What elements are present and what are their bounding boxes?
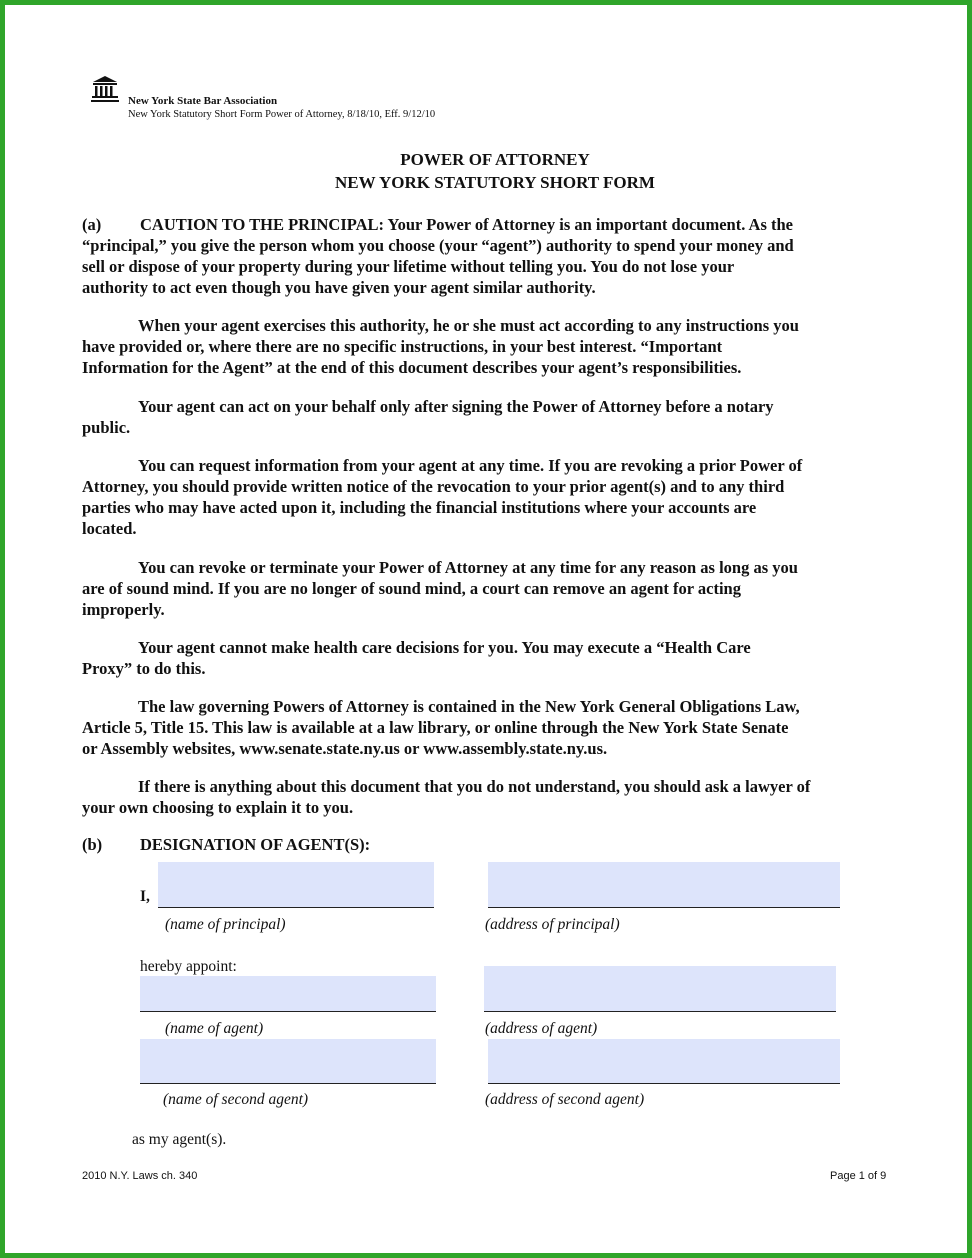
name-of-second-agent-field[interactable] xyxy=(140,1039,436,1084)
p5-line-1: You can revoke or terminate your Power of Attorney at any time for any reason as long as you xyxy=(138,558,798,577)
revoking-paragraph xyxy=(82,455,918,539)
p7-line-1: The law governing Powers of Attorney is contained in the New York General Obligations Law, xyxy=(138,697,800,716)
p2-line-1: When your agent exercises this authority, he or she must act according to any instructions you xyxy=(138,316,799,335)
p5-line-2: are of sound mind. If you are no longer of sound mind, a court can remove an agent for acting xyxy=(82,579,741,598)
caution-line-3: sell or dispose of your property during your lifetime without telling you. You do not lose your xyxy=(82,257,735,276)
p7-line-2: Article 5, Title 15. This law is available at a law library, or online through the New York State Senate xyxy=(82,718,789,737)
p4-line-1: You can request information from your agent at any time. If you are revoking a prior Power of xyxy=(138,456,803,475)
caution-line-4: authority to act even though you have given your agent similar authority. xyxy=(82,278,596,297)
i-label: I, xyxy=(140,888,150,905)
lawyer-paragraph xyxy=(82,776,918,818)
p3-line-1: Your agent can act on your behalf only after signing the Power of Attorney before a notary xyxy=(138,397,774,416)
header-organization: New York State Bar Association xyxy=(128,95,278,107)
address-of-principal-field[interactable] xyxy=(488,862,840,908)
p6-line-1: Your agent cannot make health care decisions for you. You may execute a “Health Care xyxy=(138,638,751,657)
section-b-label: (b) xyxy=(82,835,103,854)
p4-line-3: parties who may have acted upon it, including the financial institutions where your accounts are xyxy=(82,498,757,517)
p7-line-3: or Assembly websites, www.senate.state.ny.us or www.assembly.state.ny.us. xyxy=(82,739,608,758)
nysba-logo-icon xyxy=(90,74,120,104)
name-of-agent-field[interactable] xyxy=(140,976,436,1012)
p6-line-2: Proxy” to do this. xyxy=(82,659,206,678)
hereby-appoint-label: hereby appoint: xyxy=(140,958,237,975)
header-form-name: New York Statutory Short Form Power of Attorney, 8/18/10, Eff. 9/12/10 xyxy=(128,109,436,120)
address-of-second-agent-field[interactable] xyxy=(488,1039,840,1084)
terminate-paragraph xyxy=(82,557,918,620)
name-of-second-agent-caption: (name of second agent) xyxy=(163,1091,309,1108)
designation-heading xyxy=(82,834,918,855)
caution-line-2: “principal,” you give the person whom you choose (your “agent”) authority to spend your money and xyxy=(82,236,794,255)
as-my-agents-text: as my agent(s). xyxy=(132,1131,227,1148)
address-of-principal-caption: (address of principal) xyxy=(485,916,620,933)
p4-line-4: located. xyxy=(82,519,137,538)
p2-line-2: have provided or, where there are no specific instructions, in your best interest. “Important xyxy=(82,337,723,356)
name-of-principal-field[interactable] xyxy=(158,862,434,908)
p8-line-1: If there is anything about this document that you do not understand, you should ask a lawyer of xyxy=(138,777,811,796)
name-of-agent-caption: (name of agent) xyxy=(165,1020,264,1037)
document-title: POWER OF ATTORNEY xyxy=(400,150,590,169)
p3-line-2: public. xyxy=(82,418,131,437)
p8-line-2: your own choosing to explain it to you. xyxy=(82,798,354,817)
address-of-second-agent-caption: (address of second agent) xyxy=(485,1091,645,1108)
law-paragraph xyxy=(82,696,918,759)
address-of-agent-field[interactable] xyxy=(484,966,836,1012)
health-care-paragraph xyxy=(82,637,918,679)
agent-exercise-paragraph xyxy=(82,315,918,378)
section-a-label: (a) xyxy=(82,215,102,234)
footer-law-citation: 2010 N.Y. Laws ch. 340 xyxy=(82,1170,198,1182)
p4-line-2: Attorney, you should provide written notice of the revocation to your prior agent(s) and to any third xyxy=(82,477,785,496)
address-of-agent-caption: (address of agent) xyxy=(485,1020,598,1037)
notary-paragraph xyxy=(82,396,918,438)
footer-page-number: Page 1 of 9 xyxy=(830,1170,887,1182)
name-of-principal-caption: (name of principal) xyxy=(165,916,286,933)
caution-line-1: CAUTION TO THE PRINCIPAL: Your Power of Attorney is an important document. As the xyxy=(140,215,793,234)
caution-paragraph xyxy=(82,214,918,298)
p5-line-3: improperly. xyxy=(82,600,165,619)
designation-heading-text: DESIGNATION OF AGENT(S): xyxy=(140,835,371,854)
document-subtitle: NEW YORK STATUTORY SHORT FORM xyxy=(335,173,655,192)
p2-line-3: Information for the Agent” at the end of this document describes your agent’s responsibilities. xyxy=(82,358,742,377)
